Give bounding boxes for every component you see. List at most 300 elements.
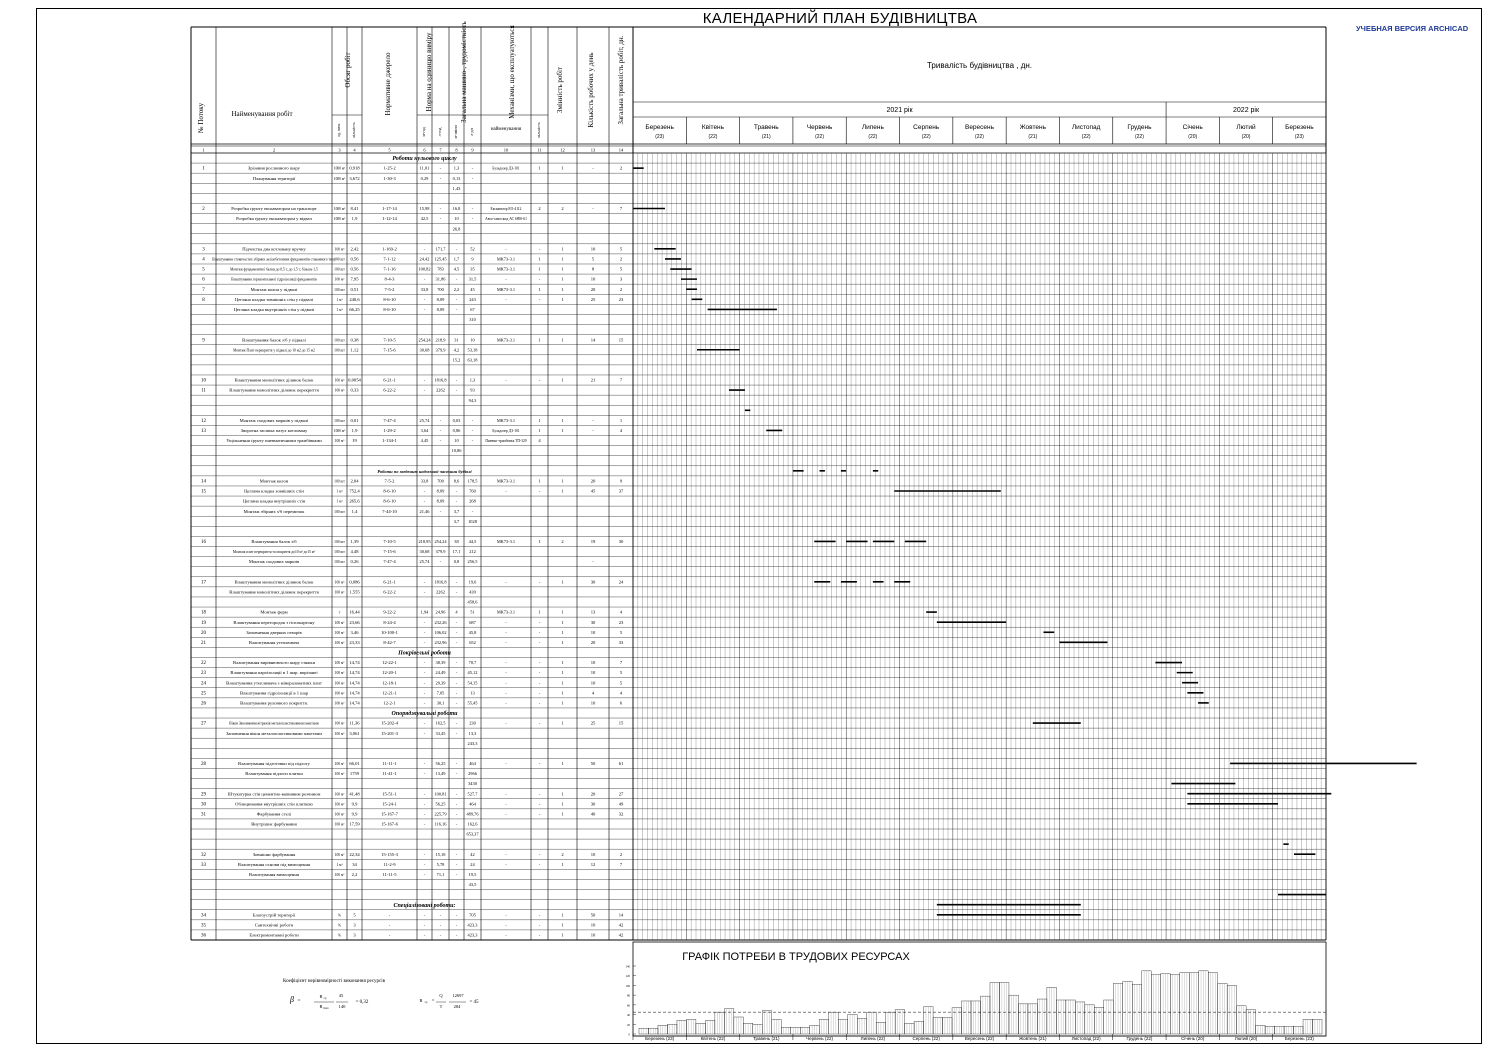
work-qty: 23,33: [349, 639, 360, 645]
page-title: КАЛЕНДАРНИЙ ПЛАН БУДІВНИЦТВА: [702, 10, 978, 27]
total-machine: -: [455, 700, 458, 706]
workers-count: 10: [590, 246, 596, 252]
work-unit: 100 шт: [334, 479, 345, 484]
work-duration: 23: [618, 619, 624, 625]
workers-count: 10: [590, 276, 596, 282]
work-name: Цегляна кладка зовнішніх стін: [244, 488, 304, 494]
total-machine: -: [455, 579, 458, 585]
work-duration: 24: [618, 579, 624, 585]
norm-source: 12-21-1: [382, 690, 397, 696]
work-name: Ущільнення ґрунту пневматичними трамбівками: [226, 438, 322, 444]
total-labour: 13,3: [468, 730, 477, 736]
workers-count: 10: [590, 922, 596, 928]
shift-count: 2: [561, 851, 564, 857]
sum-machine: 10,86: [451, 448, 462, 454]
norm-labour: 218,9: [435, 337, 446, 343]
value-140: 140: [338, 1004, 346, 1009]
header-name: Найменування робіт: [231, 110, 293, 118]
total-machine: -: [455, 488, 458, 494]
work-unit: 100 шт: [334, 540, 345, 545]
work-number: 29: [201, 792, 206, 798]
sum-labour: 3430: [468, 781, 477, 787]
month-days: (20): [1241, 134, 1251, 140]
norm-machine: -: [423, 922, 426, 928]
work-qty: 17,59: [349, 821, 360, 827]
r-avg2-sub: ср: [424, 1000, 428, 1004]
total-machine: 16,8: [452, 206, 461, 212]
mechanism-name: Пневмо-трамбовка ТП-329: [485, 439, 527, 444]
work-unit: 100 м²: [334, 812, 345, 817]
work-number: 20: [201, 630, 206, 636]
norm-source: 15-155-3: [381, 851, 398, 857]
work-duration: 2: [619, 286, 623, 292]
work-name: Планування території: [252, 175, 296, 181]
total-labour: 687: [469, 619, 476, 625]
total-labour: 93: [470, 387, 475, 393]
work-duration: 7: [619, 861, 623, 867]
chart-month-label: Травень (21): [753, 1036, 780, 1041]
header-duration: Загальна тривалість робіт, дн.: [617, 35, 625, 125]
norm-machine: 33,8: [420, 286, 429, 292]
norm-machine: 3,64: [420, 428, 429, 434]
norm-machine: -: [423, 619, 426, 625]
work-qty: 66,25: [349, 306, 360, 312]
norm-source: 8-24-4: [383, 619, 396, 625]
mechanism-name: МК73-3.1: [496, 478, 516, 484]
y-tick-label: 140: [625, 964, 630, 969]
workers-count: 30: [590, 619, 596, 625]
workers-count: 10: [590, 700, 596, 706]
total-machine: 1,3: [453, 165, 460, 171]
month-name: Травень: [753, 124, 779, 131]
mechanism-qty: 1: [538, 478, 541, 484]
total-machine: 10: [454, 216, 459, 222]
column-number: 3: [338, 147, 341, 153]
total-labour: 55,45: [467, 700, 478, 706]
work-duration: 15: [618, 337, 624, 343]
total-machine: -: [455, 821, 458, 827]
sum-machine: 3,7: [453, 518, 460, 524]
workers-count: 20: [590, 478, 596, 484]
mechanism-qty: 1: [538, 337, 541, 343]
work-name: Цегляна кладка зовнішніх стін у підвалі: [234, 296, 314, 302]
norm-source: 7-47-4: [383, 417, 396, 423]
work-qty: 0,56: [350, 266, 359, 272]
norm-source: 7-5-2: [384, 286, 395, 292]
work-qty: 752,4: [349, 488, 360, 494]
total-machine: -: [455, 629, 458, 635]
total-labour: 45,8: [468, 629, 477, 635]
norm-machine: -: [423, 488, 426, 494]
total-labour: 19,6: [468, 579, 477, 585]
norm-source: 1-29-2: [383, 428, 396, 434]
column-number: 8: [455, 147, 458, 153]
work-number: 34: [201, 913, 206, 919]
norm-labour: -: [439, 206, 442, 212]
chart-month-label: Серпень (22): [912, 1036, 940, 1041]
month-name: Березень: [1285, 124, 1314, 131]
workers-count: 10: [590, 851, 596, 857]
total-machine: 2,2: [453, 286, 460, 292]
header-norm-l: л-год: [437, 127, 442, 137]
norm-source: 8-6-10: [383, 488, 396, 494]
work-duration: 3: [619, 276, 623, 282]
work-number: 15: [201, 489, 206, 495]
shift-count: 1: [561, 337, 564, 343]
norm-machine: 25,74: [419, 417, 430, 423]
month-days: (22): [708, 134, 718, 140]
total-machine: 3,7: [453, 508, 460, 514]
norm-source: 11-41-1: [382, 771, 397, 777]
norm-machine: 24,42: [419, 256, 430, 262]
norm-machine: -: [423, 861, 426, 867]
total-labour: 67: [470, 306, 475, 312]
mechanism-name: -: [505, 912, 507, 918]
shift-count: 1: [561, 932, 564, 938]
workers-count: 12: [590, 861, 596, 867]
work-number: 16: [201, 540, 206, 546]
section-title: Опоряджувальні роботи: [391, 711, 458, 718]
total-labour: 527,7: [467, 791, 478, 797]
shift-count: 1: [561, 811, 564, 817]
month-days: (21): [761, 134, 771, 140]
total-labour: 13: [470, 690, 475, 696]
work-name: Зрізання рослинного шару: [248, 165, 300, 171]
norm-machine: 1,94: [420, 609, 429, 615]
work-name: Благоустрій території: [252, 912, 296, 918]
work-unit: 100 м²: [334, 661, 345, 666]
total-machine: -: [455, 498, 458, 504]
work-unit: 1000 м²: [333, 176, 346, 181]
total-labour: 464: [469, 761, 476, 767]
work-name: Цегляна кладка внутрішніх стін у підвалі: [233, 306, 315, 312]
work-duration: 7: [619, 660, 623, 666]
work-duration: 2: [619, 851, 623, 857]
work-number: 12: [201, 418, 206, 424]
workers-count: 40: [590, 811, 596, 817]
work-name: Внутрішнє фарбування: [251, 821, 297, 827]
norm-source: -: [388, 912, 391, 918]
work-name: Монтаж колон: [259, 478, 289, 484]
mechanism-qty: -: [538, 801, 541, 807]
mechanism-name: -: [505, 579, 507, 585]
norm-machine: -: [423, 387, 426, 393]
work-unit: 1 м³: [336, 489, 343, 494]
norm-machine: -: [423, 377, 426, 383]
norm-labour: 162,5: [435, 720, 446, 726]
mechanism-name: МК73-3.1: [496, 539, 516, 545]
mechanism-name: -: [505, 639, 507, 645]
total-labour: 53,18: [467, 347, 478, 353]
month-days: (22): [1134, 134, 1144, 140]
value-45: 45: [338, 993, 344, 998]
t-symbol: T: [439, 1004, 443, 1009]
ravg-result: = 45: [469, 1000, 479, 1005]
norm-machine: -: [423, 246, 426, 252]
work-number: 9: [202, 338, 205, 344]
norm-machine: 218,95: [418, 539, 431, 545]
norm-labour: 1816,8: [434, 579, 447, 585]
mechanism-qty: -: [538, 680, 541, 686]
total-labour: 45,12: [467, 670, 478, 676]
norm-machine: 33,8: [420, 478, 429, 484]
norm-machine: -: [423, 629, 426, 635]
mechanism-qty: 4: [538, 438, 541, 444]
y-tick-label: 80: [627, 993, 630, 998]
norm-labour: 116,16: [434, 821, 447, 827]
shift-count: 1: [561, 670, 564, 676]
norm-labour: 254,24: [434, 539, 447, 545]
chart-month-label: Липень (22): [860, 1036, 886, 1041]
mechanism-name: -: [505, 700, 507, 706]
norm-labour: 33,45: [435, 730, 446, 736]
work-unit: 100 м²: [334, 640, 345, 645]
mechanism-qty: -: [538, 922, 541, 928]
work-duration: 30: [618, 539, 624, 545]
total-labour: -: [471, 428, 474, 434]
work-number: 8: [202, 297, 205, 303]
norm-source: 12-18-1: [382, 680, 397, 686]
y-tick-label: 60: [627, 1003, 630, 1008]
work-number: 10: [201, 378, 206, 384]
mechanism-qty: 1: [538, 417, 541, 423]
work-name: Монтаж сходових маршів: [248, 559, 300, 565]
work-duration: 1: [619, 417, 623, 423]
work-qty: 34: [352, 861, 357, 867]
work-name: Влаштування підлоги плитки: [245, 771, 303, 777]
norm-machine: -: [423, 498, 426, 504]
norm-machine: 15,98: [419, 206, 430, 212]
work-qty: 0,26: [350, 559, 359, 565]
work-name: Фарбування стелі: [256, 811, 292, 817]
norm-source: 1-30-3: [383, 175, 396, 181]
norm-labour: 125,45: [434, 256, 447, 262]
norm-labour: 8,09: [436, 488, 445, 494]
workers-count: 10: [590, 932, 596, 938]
total-labour: 268: [469, 498, 476, 504]
total-machine: 31: [454, 337, 459, 343]
work-qty: 240,6: [349, 296, 360, 302]
work-duration: 5: [619, 246, 623, 252]
norm-source: 6-21-1: [383, 377, 396, 383]
total-machine: 0,8: [453, 559, 460, 565]
shift-count: 2: [561, 539, 564, 545]
mechanism-qty: -: [538, 720, 541, 726]
work-unit: 100 шт: [334, 560, 345, 565]
norm-machine: 42,5: [420, 216, 429, 222]
work-duration: 5: [619, 670, 623, 676]
month-days: (23): [1294, 134, 1304, 140]
chart-month-label: Червень (22): [806, 1036, 834, 1041]
r-avg2: R: [419, 998, 423, 1003]
norm-source: 11-11-1: [382, 761, 397, 767]
month-days: (23): [655, 134, 665, 140]
shift-count: 1: [561, 417, 564, 423]
chart-month-label: Квітень (22): [700, 1036, 726, 1041]
shift-count: 1: [561, 720, 564, 726]
work-qty: 0,56: [350, 256, 359, 262]
work-unit: 100 шт: [334, 348, 345, 353]
column-number: 5: [388, 147, 391, 153]
total-labour: 1,3: [469, 377, 476, 383]
sum-labour: 63,18: [467, 357, 478, 363]
total-machine: -: [455, 639, 458, 645]
work-number: 5: [202, 267, 205, 273]
norm-machine: -: [423, 801, 426, 807]
mechanism-qty: -: [538, 861, 541, 867]
work-unit: 100 шт: [334, 267, 345, 272]
work-unit: 100 шт: [334, 287, 345, 292]
norm-source: 10-100-1: [381, 629, 398, 635]
column-number: 10: [503, 147, 509, 153]
total-machine: 1,7: [453, 256, 460, 262]
workers-count: 50: [590, 761, 596, 767]
mechanism-name: -: [505, 861, 507, 867]
work-duration: 23: [618, 296, 624, 302]
work-name: Влаштування утеплювача з мінераловатних плит: [226, 680, 322, 686]
shift-count: 1: [561, 690, 564, 696]
sum-machine: 1,43: [452, 185, 461, 191]
norm-machine: -: [423, 306, 426, 312]
work-number: 36: [201, 933, 206, 939]
total-labour: -: [471, 417, 474, 423]
shift-count: 1: [561, 266, 564, 272]
workers-count: 10: [590, 660, 596, 666]
work-qty: 66,01: [349, 761, 360, 767]
shift-count: 1: [561, 296, 564, 302]
total-labour: 52: [470, 246, 475, 252]
workers-count: 20: [590, 286, 596, 292]
norm-labour: -: [439, 165, 442, 171]
norm-labour: 56,25: [435, 801, 446, 807]
work-unit: 100 м²: [334, 671, 345, 676]
work-number: 14: [201, 479, 206, 485]
total-machine: -: [455, 811, 458, 817]
total-machine: 8,6: [453, 478, 460, 484]
work-duration: 49: [618, 801, 624, 807]
total-machine: 17,1: [452, 549, 461, 555]
r-max-sub: max: [323, 1006, 329, 1010]
work-duration: 2: [619, 165, 623, 171]
column-number: 1: [202, 147, 205, 153]
total-labour: 243: [469, 296, 476, 302]
work-unit: 100 м²: [334, 822, 345, 827]
norm-machine: -: [423, 761, 426, 767]
norm-source: 8-4-3: [384, 276, 395, 282]
column-number: 9: [471, 147, 474, 153]
total-labour: 212: [469, 549, 476, 555]
total-machine: 4,2: [453, 347, 460, 353]
norm-source: 9-22-2: [383, 609, 396, 615]
total-labour: 45: [470, 286, 475, 292]
work-duration: 33: [618, 639, 624, 645]
work-name: Влаштування балок з/б у підвалі: [242, 337, 306, 343]
work-unit: 100 м²: [334, 620, 345, 625]
norm-labour: 783: [437, 266, 444, 272]
work-unit: %: [338, 913, 341, 918]
norm-labour: -: [439, 438, 442, 444]
work-unit: 100 м²: [334, 701, 345, 706]
norm-machine: 0,29: [420, 175, 429, 181]
work-number: 23: [201, 671, 206, 677]
header-no: № Потоку: [197, 102, 205, 134]
work-duration: 5: [619, 266, 623, 272]
work-name: Монтаж плит перекриття та покриття до10 м² до15 м²: [232, 550, 316, 555]
work-unit: 1000 м³: [333, 217, 346, 222]
work-unit: 1000 м³: [333, 207, 346, 212]
norm-source: 15-202-4: [381, 720, 398, 726]
mechanism-qty: -: [538, 912, 541, 918]
total-labour: 230: [469, 720, 476, 726]
shift-count: 2: [561, 206, 564, 212]
norm-machine: -: [423, 791, 426, 797]
norm-source: 12-2-1: [383, 700, 396, 706]
section-title: Покрівельні роботи: [398, 650, 451, 657]
shift-count: 1: [561, 286, 564, 292]
norm-source: 8-6-10: [383, 296, 396, 302]
value-284: 284: [453, 1004, 461, 1009]
y-tick-label: 100: [625, 983, 630, 988]
norm-source: 15-24-1: [382, 801, 397, 807]
shift-count: 1: [561, 377, 564, 383]
total-machine: -: [455, 771, 458, 777]
chart-month-label: Березень (23): [1284, 1036, 1314, 1041]
column-number: 4: [353, 147, 356, 153]
work-qty: 3,061: [349, 730, 360, 736]
total-labour: 423,3: [467, 922, 478, 928]
mechanism-qty: -: [538, 629, 541, 635]
mechanism-name: -: [505, 801, 507, 807]
work-name: Влаштування основи під вимощення: [237, 861, 311, 867]
mechanism-name: МК73-3.1: [496, 609, 516, 615]
mechanism-qty: -: [538, 700, 541, 706]
workers-count: -: [592, 206, 594, 212]
norm-labour: 100,81: [434, 791, 447, 797]
work-qty: 3: [353, 922, 356, 928]
workers-count: 25: [590, 720, 596, 726]
norm-machine: -: [423, 690, 426, 696]
norm-machine: -: [423, 579, 426, 585]
norm-source: 6-22-2: [383, 387, 396, 393]
norm-labour: 225,79: [434, 811, 447, 817]
chart-month-label: Лютий (20): [1234, 1036, 1258, 1041]
work-name: Влаштування стовпчастих збірних залізобетонних фундаментів стаканного типу: [212, 257, 336, 262]
norm-machine: -: [423, 811, 426, 817]
norm-machine: -: [423, 670, 426, 676]
norm-source: 7-10-5: [383, 337, 396, 343]
norm-labour: 232,26: [434, 619, 447, 625]
month-days: (22): [815, 134, 825, 140]
mechanism-qty: 1: [538, 609, 541, 615]
mechanism-name: Авто-самоскид АС 6890-61: [485, 217, 527, 222]
total-labour: 51: [470, 609, 475, 615]
total-labour: 423,3: [467, 932, 478, 938]
work-name: Влаштування утеплювача: [248, 639, 300, 645]
total-machine: -: [455, 922, 458, 928]
month-days: (22): [975, 134, 984, 140]
work-qty: 16,44: [349, 609, 360, 615]
workers-count: 19: [590, 539, 596, 545]
work-unit: 100 м²: [334, 277, 345, 282]
mechanism-qty: -: [538, 488, 541, 494]
month-name: Жовтень: [1019, 124, 1046, 131]
norm-machine: 11,01: [419, 165, 430, 171]
shift-count: 1: [561, 276, 564, 282]
chart-month-label: Березень (23): [645, 1036, 675, 1041]
y-tick-label: 120: [625, 974, 630, 979]
work-name: Розробка ґрунту екскаватором на транспорт: [231, 206, 317, 212]
norm-labour: -: [439, 175, 442, 181]
